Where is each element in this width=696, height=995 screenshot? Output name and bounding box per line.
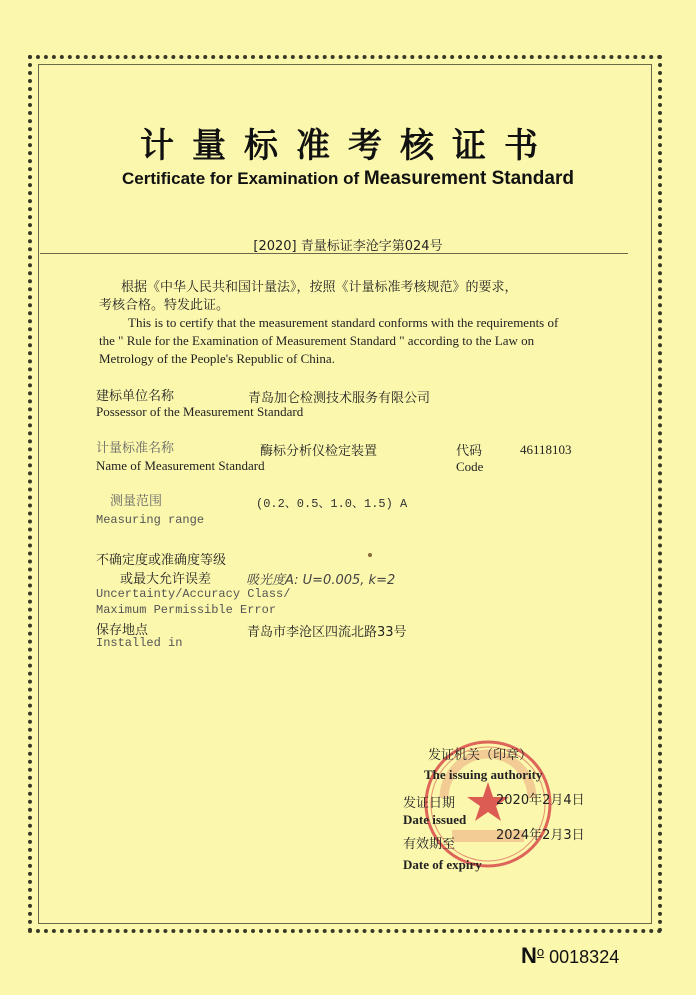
intro-en-line-1: This is to certify that the measurement standard conforms with the requirements of	[128, 315, 559, 330]
uncertainty-label-cn-1: 不确定度或准确度等级	[96, 553, 227, 568]
expiry-label-cn: 有效期至	[403, 837, 456, 852]
issuing-label-en: The issuing authority	[424, 767, 543, 782]
possessor-value: 青岛加仑检测技术服务有限公司	[248, 391, 431, 406]
installed-label-cn: 保存地点	[96, 623, 149, 638]
serial-value: 0018324	[549, 947, 620, 967]
serial-prefix: N	[521, 943, 537, 968]
standard-name-value: 酶标分析仪检定装置	[260, 444, 378, 459]
divider	[40, 253, 628, 254]
intro-en-line-2: the " Rule for the Examination of Measurement Standard " according to the Law on	[99, 333, 535, 348]
expiry-value: 2024年2月3日	[496, 828, 585, 843]
title-english-main: Measurement Standard	[363, 168, 574, 189]
intro-cn-line-2: 考核合格。特发此证。	[99, 298, 230, 313]
date-issued-value: 2020年2月4日	[496, 793, 585, 808]
uncertainty-value: 吸光度A: U=0.005, k=2	[246, 573, 396, 588]
issuing-label-cn: 发证机关（印章）	[428, 748, 533, 763]
uncertainty-label-cn-2: 或最大允许误差	[120, 572, 212, 587]
title-chinese: 计量标准考核证书	[140, 126, 556, 166]
uncertainty-label-en-2: Maximum Permissible Error	[96, 603, 277, 617]
code-value: 46118103	[520, 442, 572, 457]
installed-value: 青岛市李沧区四流北路33号	[247, 625, 407, 640]
range-label-cn: 测量范围	[110, 494, 163, 509]
serial-suffix: o	[536, 944, 545, 959]
date-issued-label-en: Date issued	[403, 812, 467, 827]
code-label-en: Code	[456, 459, 484, 474]
standard-name-label-cn: 计量标准名称	[96, 441, 175, 456]
range-label-en: Measuring range	[96, 513, 205, 527]
ink-speck	[368, 553, 372, 557]
range-value: (0.2、0.5、1.0、1.5) A	[256, 497, 408, 511]
date-issued-label-cn: 发证日期	[403, 796, 456, 811]
uncertainty-label-en-1: Uncertainty/Accuracy Class/	[96, 587, 291, 601]
intro-cn-line-1: 根据《中华人民共和国计量法》，按照《计量标准考核规范》的要求，	[121, 280, 518, 295]
code-label-cn: 代码	[456, 444, 483, 459]
intro-en-line-3: Metrology of the People's Republic of China.	[99, 351, 335, 366]
title-english-prefix: Certificate for Examination of	[122, 169, 364, 188]
certificate-number: [2020] 青量标证李沧字第024号	[253, 239, 443, 254]
expiry-label-en: Date of expiry	[403, 857, 482, 872]
possessor-label-cn: 建标单位名称	[96, 389, 175, 404]
installed-label-en: Installed in	[96, 636, 183, 650]
title-english	[0, 168, 696, 190]
serial-number	[521, 943, 619, 969]
possessor-label-en: Possessor of the Measurement Standard	[96, 404, 304, 419]
standard-name-label-en: Name of Measurement Standard	[96, 458, 265, 473]
